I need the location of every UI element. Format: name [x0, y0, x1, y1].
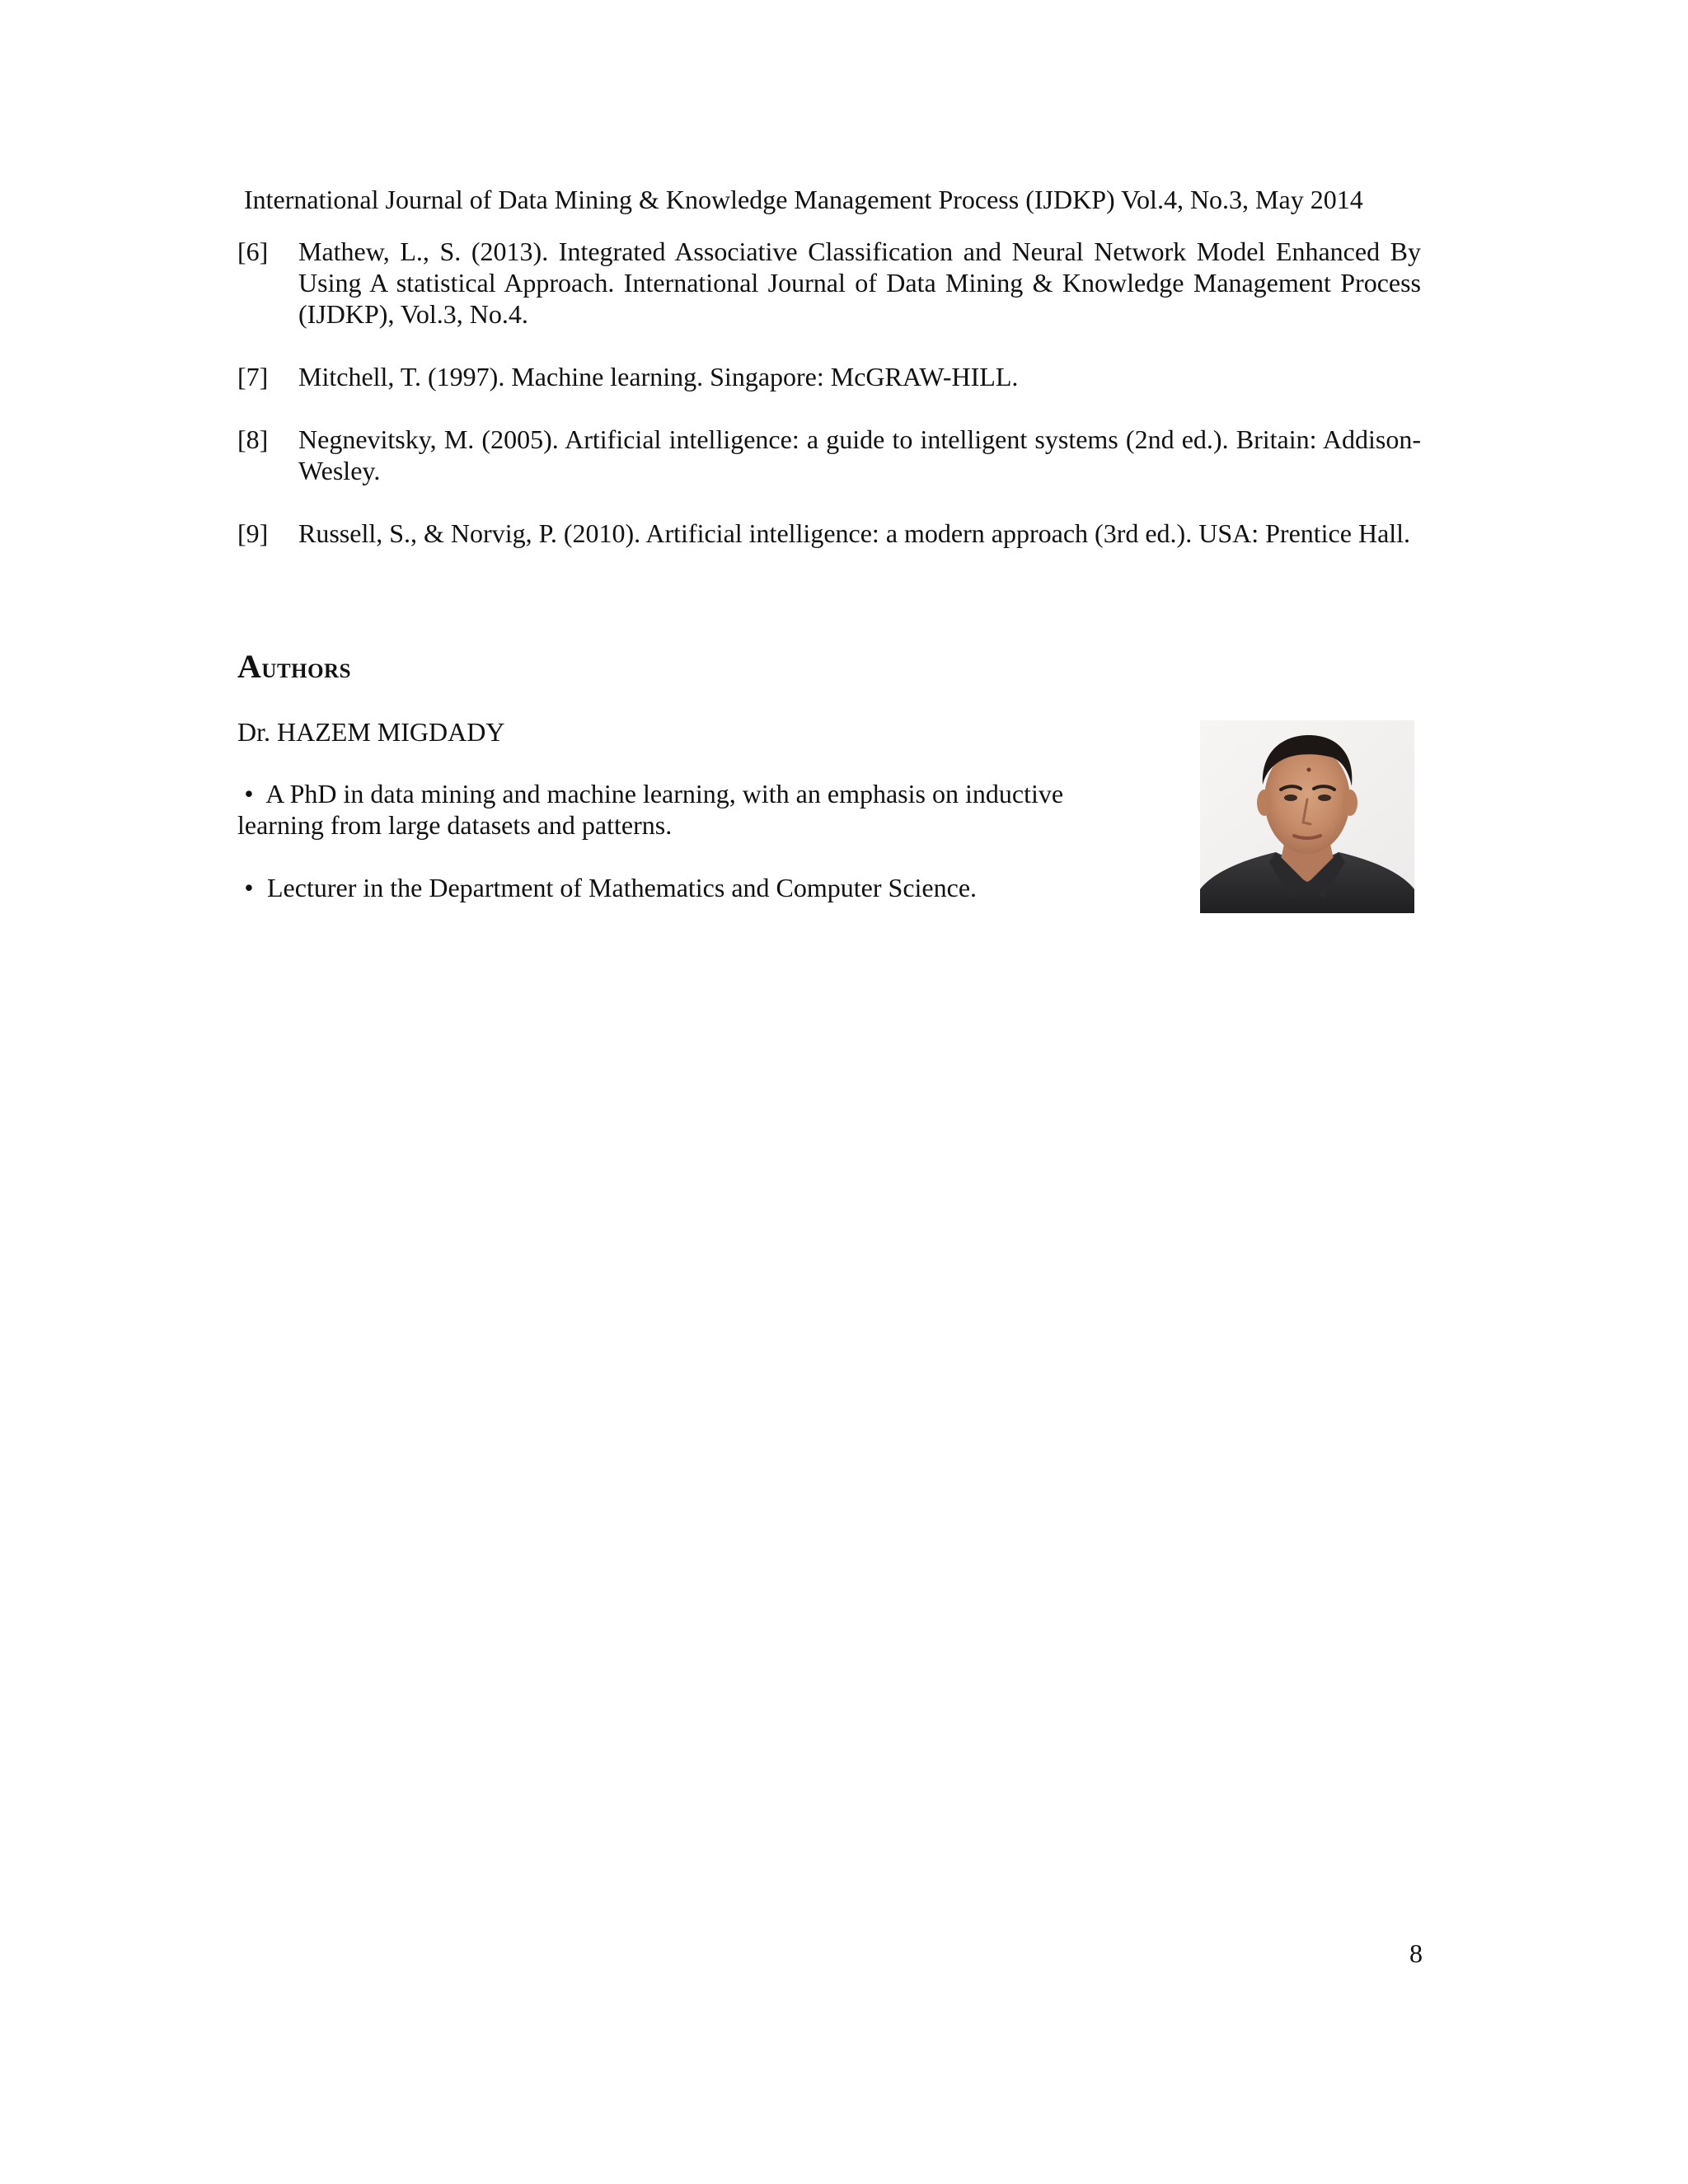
- reference-item: [237, 236, 1421, 330]
- reference-number: [9]: [237, 518, 269, 548]
- author-portrait-image: [1200, 720, 1414, 913]
- author-photo: [1200, 720, 1414, 913]
- author-name: Dr. HAZEM MIGDADY: [237, 717, 505, 747]
- reference-item: [237, 518, 1421, 549]
- author-bio-text: A PhD in data mining and machine learning, with an emphasis on inductive learning from large datasets and patterns.: [237, 779, 1064, 840]
- bullet-icon: •: [244, 873, 254, 902]
- reference-number: [6]: [237, 237, 269, 266]
- reference-number: [8]: [237, 424, 269, 454]
- author-bio-item: [237, 778, 1111, 841]
- reference-text: Russell, S., & Norvig, P. (2010). Artificial intelligence: a modern approach (3rd ed.). USA: Prentice Hall.: [298, 518, 1411, 548]
- reference-item: [237, 361, 1421, 392]
- authors-heading: [237, 649, 351, 687]
- reference-item: [237, 424, 1421, 486]
- author-bio-list: [237, 778, 1111, 935]
- reference-text: Negnevitsky, M. (2005). Artificial intelligence: a guide to intelligent systems (2nd ed.). Britain: Addison-Wesley.: [298, 424, 1421, 485]
- reference-text: Mathew, L., S. (2013). Integrated Associative Classification and Neural Network Model Enhanced By Using A statistical Approach. International Journal of Data Mining & Knowledge Management Process (IJDKP), Vol.3, No.4.: [298, 237, 1421, 329]
- reference-text: Mitchell, T. (1997). Machine learning. Singapore: McGRAW-HILL.: [298, 362, 1019, 391]
- running-header: International Journal of Data Mining & Knowledge Management Process (IJDKP) Vol.4, No.3, May 2014: [244, 185, 1363, 214]
- author-bio-item: [237, 872, 1111, 903]
- authors-heading-initial: A: [237, 648, 262, 685]
- reference-number: [7]: [237, 362, 269, 391]
- author-bio-text: Lecturer in the Department of Mathematics and Computer Science.: [267, 873, 978, 902]
- authors-heading-rest: uthors: [261, 652, 351, 684]
- page-number: 8: [1409, 1938, 1423, 1968]
- bullet-icon: •: [244, 779, 254, 808]
- reference-list: [237, 236, 1421, 580]
